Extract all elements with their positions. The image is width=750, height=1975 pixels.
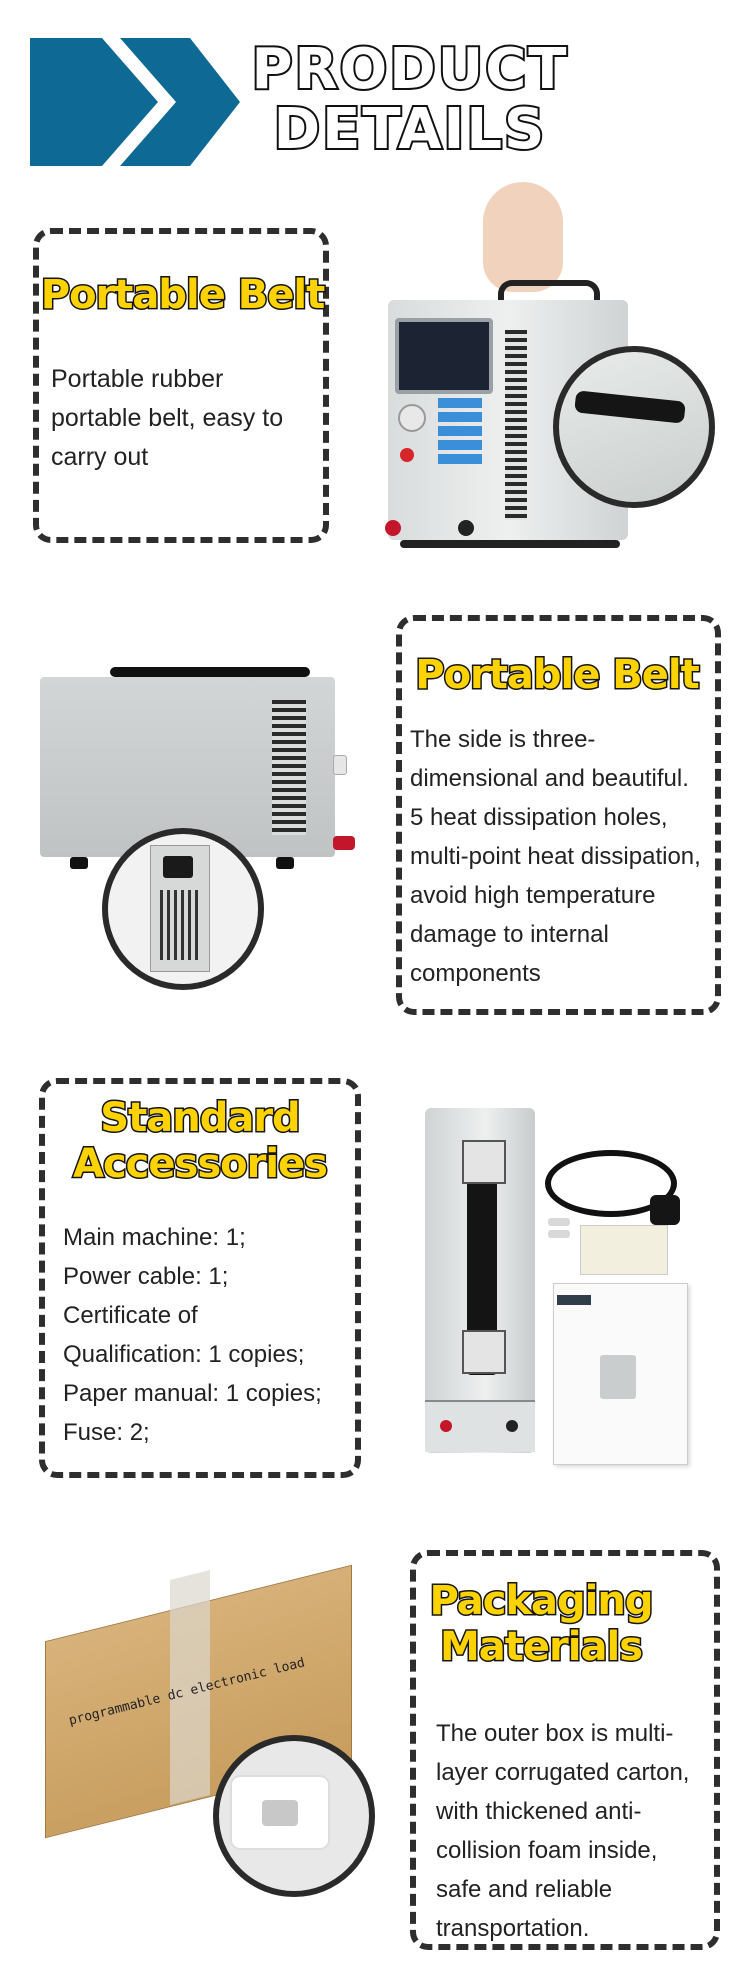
side-handle-image xyxy=(110,667,310,677)
feature-description: Portable rubber portable belt, easy to carry out xyxy=(51,365,284,471)
belt-bracket-image xyxy=(462,1330,506,1374)
feature-title: Standard Accessories xyxy=(73,1095,327,1187)
side-vent-image xyxy=(272,700,306,835)
manual-device-image xyxy=(600,1355,636,1399)
box-print-text: programmable dc electronic load xyxy=(67,1655,307,1729)
certificate-image xyxy=(580,1225,668,1275)
knob-image xyxy=(398,404,426,432)
side-knob-image xyxy=(333,755,347,775)
foot-image xyxy=(276,857,294,869)
foam-slot-image xyxy=(262,1800,298,1826)
device-feet-image xyxy=(400,540,620,548)
vent-image xyxy=(505,330,527,520)
fuse-image xyxy=(548,1218,570,1226)
foot-image xyxy=(70,857,88,869)
page-title xyxy=(250,37,570,162)
power-button-image xyxy=(400,448,414,462)
double-chevron-icon xyxy=(30,38,240,166)
keypad-image xyxy=(438,398,482,468)
belt-bracket-image xyxy=(462,1140,506,1184)
page-title-line-1: PRODUCT xyxy=(251,37,569,102)
zoom-detail-belt xyxy=(553,346,715,508)
black-terminal-image xyxy=(506,1420,518,1432)
black-terminal-image xyxy=(458,520,474,536)
device-screen-image xyxy=(395,318,493,394)
power-socket-image xyxy=(163,856,193,878)
feature-description: The outer box is multi- layer corrugated carton, with thickened anti- collision foam inside, safe and reliable transportation. xyxy=(436,1720,690,1942)
side-terminal-image xyxy=(333,836,355,850)
rear-vent-image xyxy=(160,890,198,960)
feature-description: Main machine: 1; Power cable: 1; Certificate of Qualification: 1 copies; Paper manual: 1 copies; Fuse: 2; xyxy=(63,1224,322,1446)
feature-title: Portable Belt xyxy=(40,272,325,318)
plug-image xyxy=(650,1195,680,1225)
manual-logo-image xyxy=(557,1295,591,1305)
feature-title: Portable Belt xyxy=(415,652,699,698)
feature-title: Packaging Materials xyxy=(429,1578,653,1670)
hand-image xyxy=(483,182,563,292)
red-terminal-image xyxy=(385,520,401,536)
feature-description: The side is three- dimensional and beautiful. 5 heat dissipation holes, multi-point heat dissipation, avoid high temperature damage to internal components xyxy=(410,726,701,987)
red-terminal-image xyxy=(440,1420,452,1432)
page-title-line-2: DETAILS xyxy=(273,97,547,162)
